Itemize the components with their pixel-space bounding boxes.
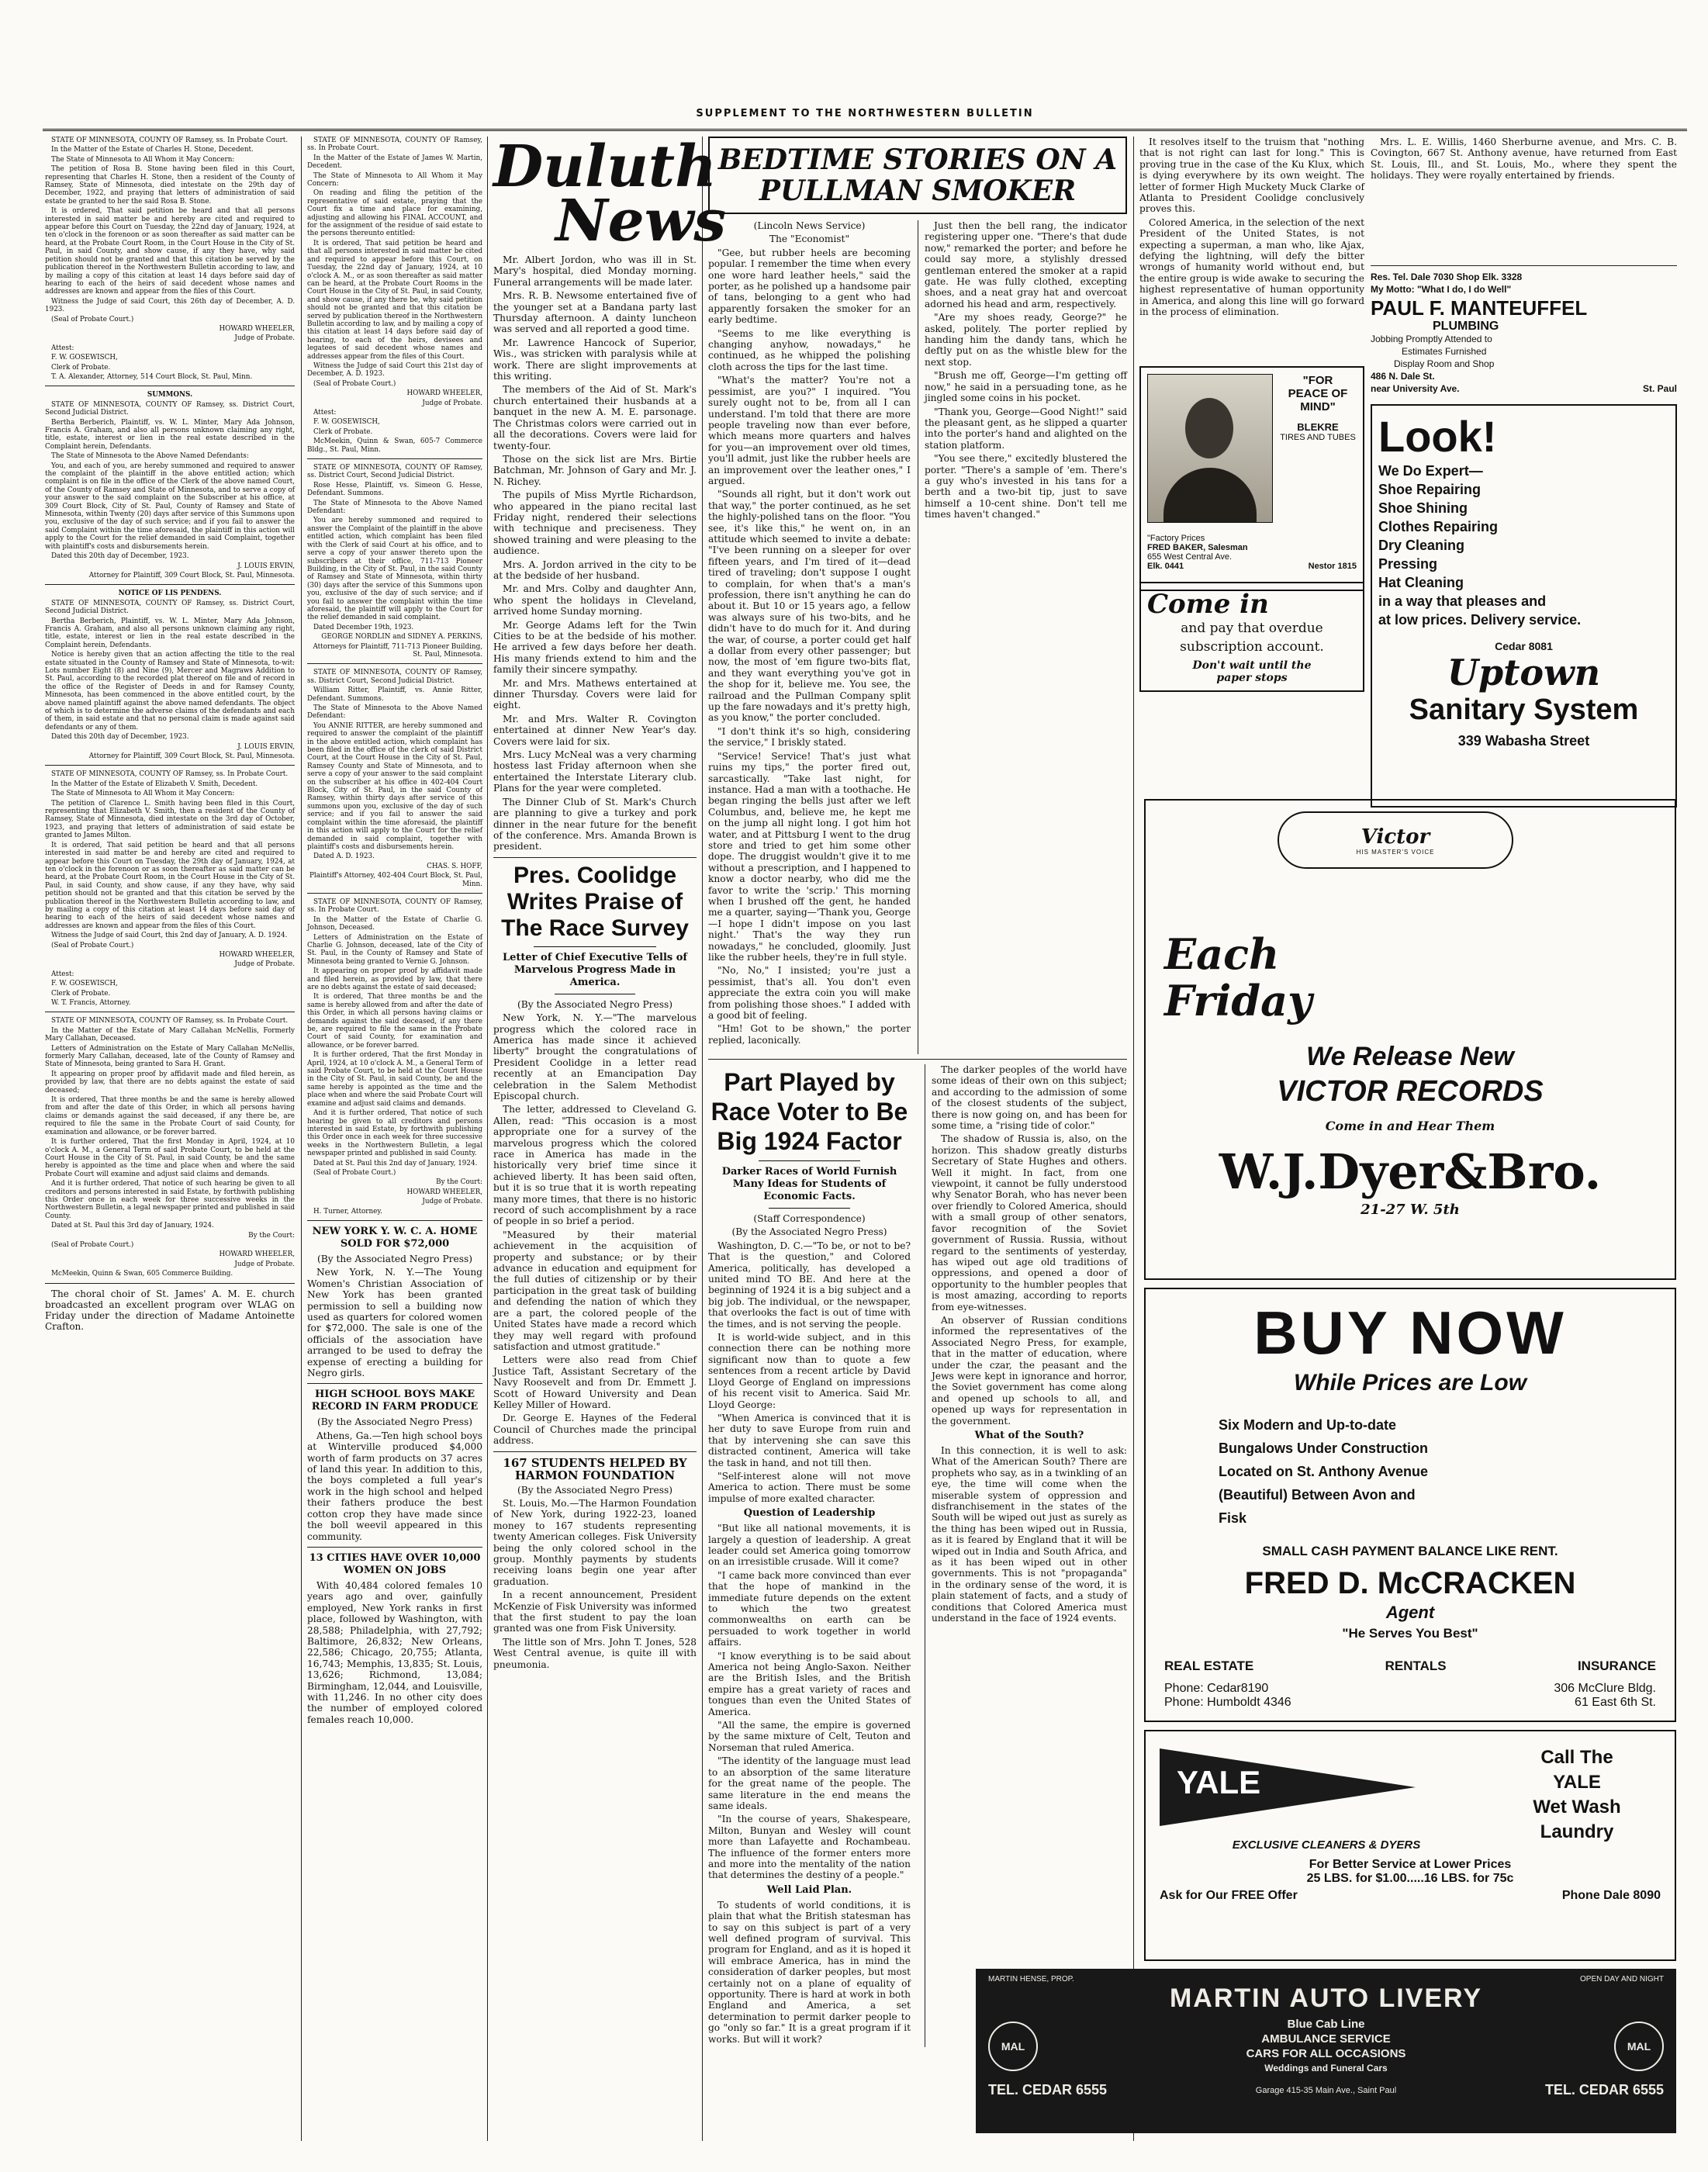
victor-records-ad: Victor HIS MASTER'S VOICE Each Friday We Release New VICTOR RECORDS Come in and Hear Them W.J.Dyer&Bro. 21-27 W. 5th [1144, 799, 1676, 1280]
column-rule [702, 137, 703, 2141]
race-voter-headline: Part Played by Race Voter to Be Big 1924 Factor [711, 1068, 908, 1155]
paragraph: Mr. George Adams left for the Twin Cities to be at the bedside of his mother. He arrived a few days before her death. His many friends extend to him and the family their sincere sympathy. [493, 619, 697, 676]
features-columns [708, 137, 1127, 2141]
paragraph: "No, No," I insisted; you're just a pessimist, that's all. You don't even appreciate the extra coin you will make from polishing those shoes." I added with a good bit of feeling. [708, 965, 911, 1022]
duluth-news-items [493, 254, 697, 853]
paragraph: "Seems to me like everything is changing anyhow, nowadays," he continued, as he whipped the polishing cloth across the tips for the last time. [708, 327, 911, 372]
probate-notice-stone: STATE OF MINNESOTA, COUNTY OF Ramsey, ss. In Probate Court. In the Matter of the Estate of Charles H. Stone, Decedent. The State of Minnesota to All Whom it May Concern: The petition of Rosa B. Stone having been filed in this Court, representing that Charles H. Stone, then a resident of the County of Ramsey, State of Minnesota, died intestate on the 29th day of December, 1922, and praying that letters of administration of said estate be granted to her the said Rosa B. Stone. It is ordered, That said petition be heard and that all persons interested in said matter be and hereby are cited and required to appear before this Court on Tuesday, the 22nd day of January, 1924, at ten o'clock in the forenoon or as soon thereafter as said matter can be heard, at the Probate Court Room, in the Court House in the City of St. Paul, in said County, and show cause, if any they have, why said petition should not be granted and that this citation be served by the publication thereof in the Northwestern Bulletin according to law, and by mailing a copy of this citation at least 14 days before said day of hearing to each of the heirs of said decedent whose names and addresses are known and appear from the files of this Court. Witness the Judge of said Court, this 26th day of December, A. D. 1923. (Seal of Probate Court.) HOWARD WHEELER, Judge of Probate. Attest: F. W. GOSEWISCH, Clerk of Probate. T. A. Alexander, Attorney, 514 Court Block, St. Paul, Minn. [45, 137, 295, 381]
paragraph: New York, N. Y.—"The marvelous progress which the colored race in America has made since it achieved liberty" brought the congratulations of President Coolidge in a letter read recently at an Emancipation Day celebration in the Salem Methodist Episcopal church. [493, 1012, 697, 1102]
duluth-news-column [493, 133, 727, 2141]
paragraph: Mr. Lawrence Hancock of Superior, Wis., was stricken with paralysis while at work. There are slight improvements at this writing. [493, 337, 697, 382]
summons-hesse: STATE OF MINNESOTA, COUNTY OF Ramsey, ss. District Court, Second Judicial District. Rose Hesse, Plaintiff, vs. Simeon G. Hesse, Defendant. Summons. The State of Minnesota to the Above Named Defendant: You are hereby summoned and required to answer the Complaint of the plaintiff in the above entitled action, which complaint has been filed with the Clerk of said Court at his office, and to serve a copy of your answer thereto upon the subscribers at their office, 711-713 Pioneer Building, in the City of St. Paul, in the said County of Ramsey and State of Minnesota, within thirty (30) days after the service of this Summons upon you, exclusive of the day of such service; and if you fail to answer the complaint within the time aforesaid, the plaintiff will apply to the Court for the relief demanded in said complaint. Dated December 19th, 1923. GEORGE NORDLIN and SIDNEY A. PERKINS, Attorneys for Plaintiff, 711-713 Pioneer Building, St. Paul, Minnesota. [307, 464, 482, 659]
victor-logo: Victor HIS MASTER'S VOICE [1278, 811, 1513, 869]
paragraph: "The identity of the language must lead to an absorption of the same literature for the great name of the people. The same literature in the end means the same ideals. [708, 1755, 911, 1811]
bedtime-stories-headline-box [708, 137, 1127, 214]
summons-berberich: SUMMONS. STATE OF MINNESOTA, COUNTY OF Ramsey, ss. District Court, Second Judicial District. Bertha Berberich, Plaintiff, vs. W. L. Minter, Mary Ada Johnson, Francis A. Graham, and also all persons unknown claiming any right, title, estate, interest or lien in the real estate described in the Complaint herein, Defendants. The State of Minnesota to the Above Named Defendants: You, and each of you, are hereby summoned and required to answer the complaint of the plaintiff in the above entitled action; which complaint is on file in the office of the Clerk of the above named Court, of the County of Ramsey and State of Minnesota, and to serve a copy of your answer to the said complaint on the Subscriber at his office, at 309 Court Block, City of St. Paul, County of Ramsey and State of Minnesota, within Twenty (20) days after service of this Summons upon you, exclusive of the day of such service; and if you fail to answer the said Complaint within the time aforesaid, the plaintiff in this action will apply to the Court for the relief demanded in said Complaint, together with plaintiff's costs and disbursements herein. Dated this 20th day of December, 1923. J. LOUIS ERVIN, Attorney for Plaintiff, 309 Court Block, St. Paul, Minnesota. [45, 391, 295, 579]
paragraph: "Are my shoes ready, George?" he asked, politely. The porter replied by handing him the dandy tans, which he deftly put on as the whistle blew for the next stop. [925, 312, 1127, 368]
divider [493, 1451, 697, 1452]
paragraph: The little son of Mrs. John T. Jones, 528 West Central avenue, is quite ill with pneumonia. [493, 1636, 697, 1670]
paragraph: Mrs. A. Jordon arrived in the city to be at the bedside of her husband. [493, 559, 697, 581]
column-rule [487, 137, 488, 2141]
paragraph: "I came back more convinced than ever that the hope of mankind in the immediate future depends on the extent to which the two greatest commonwealths on earth can be persuaded to work together in world affairs. [708, 1569, 911, 1648]
paragraph: An observer of Russian conditions informed the representatives of the Associated Negro Press, for example, that in the matter of education, where under the czar, the peasant and the Jews were kept in ignorance and horror, the Soviet government has come along and opened up schools to all, and opened up ways for representation in the government. [932, 1314, 1127, 1427]
article-coolidge: Pres. Coolidge Writes Praise of The Race Survey Letter of Chief Executive Tells of Marvelous Progress Made in America. (By the Associated Negro Press) New York, N. Y.—"The marvelous progress which the colored race in America has made since it achieved liberty" brought the congratulations of President Coolidge in a letter read recently at an Emancipation Day celebration in the Salem Methodist Episcopal church. The letter, addressed to Cleveland G. Allen, read: "This occasion is a most appropriate one for a survey of the marvelous progress which the colored race in America has made in the historically very brief time since it achieved liberty. It has been said often, but it is so true that it is worth repeating many more times, that there is no historic record of such accomplishment by a race of people in so brief a period. "Measured by their material achievement in the acquisition of property and substance; or by their advance in education and equipment for the full duties of citizenship or by their participation in the great task of building and defending the nation of which they are a part, the colored people of the United States have made a record which they may well regard with profound satisfaction and utmost gratitude." Letters were also read from Chief Justice Taft, Assistant Secretary of the Navy Roosevelt and from Dr. Emmett J. Scott of Howard University and Dean Kelley Miller of Howard. Dr. George E. Haynes of the Federal Council of Churches made the principal address. [493, 862, 697, 1447]
race-voter-col-a: Part Played by Race Voter to Be Big 1924 Factor Darker Races of World Furnish Many Ideas for Students of Economic Facts. (Staff Correspondence) (By the Associated Negro Press) Washington, D. C.—"To be, or not to be? That is the question," and Colored America, politically, has developed a united mind TO BE. And here at the beginning of 1924 it is a big subject and a big job. The individual, or the newspaper, that overlooks the fact is out of time with the times, and is not serving the people. It is world-wide subject, and in this connection there can be nothing more significant now than to quote a few sentences from a recent article by David Lloyd George of England on impressions of his recent visit to America. Said Mr. Lloyd George: "When America is convinced that it is her duty to save Europe from ruin and that by intervening she can save this distracted continent, America will take the task in hand, and not till then. "Self-interest alone will not move America to action. There must be some impulse of more exalted character. Question of Leadership "But like all national movements, it is largely a question of leadership. A great leader could set America going tomorrow on an irresistible crusade. Will it come? "I came back more convinced than ever that the hope of mankind in the immediate future depends on the extent to which the two greatest commonwealths on earth can be persuaded to work together in world affairs. "I know everything is to be said about America not being Anglo-Saxon. Neither are the British Isles, and the British empire has a great variety of races and tongues than even the United States of America. "All the same, the empire is governed by the same mixture of Celt, Teuton and Norseman that ruled America. "The identity of the language must lead to an absorption of the same literature for the great name of the people. The same literature in the end means the same ideals. "In the course of years, Shakespeare, Milton, Bunyan and Wesley will count more than Lafayette and Rochambeau. The influence of the former enters more and more into the mentality of the nation that determines the destiny of a people." Well Laid Plan. To students of world conditions, it is plain that what the British statesman has to say on this subject is part of a very well defined program of survival. This program for England, and as it is hoped it will embrace America, has in mind the consideration of darker peoples, but most certainly not on a plane of equality of opportunity. There is hard at work in both England and America, a set determination to permit darker people to go "only so far." It is a great program if it works. But will it work? [708, 1068, 911, 2045]
article-harmon: 167 STUDENTS HELPED BY HARMON FOUNDATION (By the Associated Negro Press) St. Louis, Mo.—The Harmon Foundation of New York, during 1922-23, loaned money to 167 students representing twenty American colleges. Fisk University being the only colored school in the group. Monthly payments by students receiving loans begin one year after graduation. In a recent announcement, President McKenzie of Fisk University was informed that the first student to pay the loan granted was one from Fisk University. The little son of Mrs. John T. Jones, 528 West Central avenue, is quite ill with pneumonia. [493, 1455, 697, 1670]
duluth-news-title: Duluth News [493, 133, 727, 254]
divider [307, 893, 482, 894]
paragraph: In this connection, it is well to ask: What of the American South? There are prophets who say, as in a twinkling of an eye, the time will come when the miserable system of oppression and disfranchisement in the states of the South will be wiped out just as surely as the thing has been wiped out in Russia, as it is feared by England that it will be wiped out in India and South Africa, and as it has been wiped out in other governments. This is not "propaganda" in the ordinary sense of the word, it is plain statement of facts, and a study of conditions that Colored America must understand in the face of 1924 events. [932, 1445, 1127, 1624]
divider [307, 1383, 482, 1384]
paragraph: "Brush me off, George—I'm getting off now," he said in a persuading tone, as he jingled some coins in his pocket. [925, 370, 1127, 404]
buy-now-real-estate-ad: BUY NOW While Prices are Low Six Modern and Up-to-date Bungalows Under Construction Located on St. Anthony Avenue (Beautiful) Between Avon and Fisk SMALL CASH PAYMENT BALANCE LIKE RENT. FRED D. McCRACKEN Agent "He Serves You Best" REAL ESTATE RENTALS INSURANCE Phone: Cedar8190 Phone: Humboldt 4346 306 McClure Bldg. 61 East 6th St. [1144, 1288, 1676, 1722]
divider [307, 1547, 482, 1548]
plumbing-ad: Res. Tel. Dale 7030 Shop Elk. 3328 My Motto: "What I do, I do Well" PAUL F. MANTEUFFEL PLUMBING Jobbing Promptly Attended to Estimates Furnished Display Room and Shop 486 N. Dale St. near University Ave. St. Paul [1371, 272, 1677, 394]
cities-headline: 13 CITIES HAVE OVER 10,000 WOMEN ON JOBS [309, 1551, 481, 1576]
paragraph: In a recent announcement, President McKenzie of Fisk University was informed that the first student to pay the loan granted was one from Fisk University. [493, 1589, 697, 1634]
supplement-header: SUPPLEMENT TO THE NORTHWESTERN BULLETIN [43, 99, 1687, 131]
legal-notices-column-2 [307, 137, 482, 2141]
divider [307, 663, 482, 664]
paragraph: "But like all national movements, it is largely a question of leadership. A great leader could set America going tomorrow on an irresistible crusade. Will it come? [708, 1523, 911, 1568]
paragraph: It resolves itself to the truism that "nothing that is not right can last for long." This is proving true in the case of the Ku Klux, which is dying everywhere by its own weight. The letter of former High Muckety Muck Clarke of Atlanta to President Coolidge conclusively proves this. [1139, 137, 1364, 215]
blekre-tires-ad: "FOR PEACE OF MIND" BLEKRE TIRES AND TUBES [1139, 366, 1364, 591]
column-rule [301, 137, 302, 2141]
paragraph: Mr. and Mrs. Walter R. Covington entertained at dinner New Year's day. Covers were laid for six. [493, 713, 697, 747]
legal-notices-column-1 [45, 137, 295, 2141]
race-voter-deck: Darker Races of World Furnish Many Ideas for Students of Economic Facts. [721, 1166, 897, 1202]
paragraph: "In the course of years, Shakespeare, Milton, Bunyan and Wesley will count more than Lafayette and Rochambeau. The influence of the former enters more and more into the mentality of the nation that determines the destiny of a people." [708, 1814, 911, 1881]
martin-emblem-icon: MAL [988, 2022, 1038, 2071]
coolidge-headline: Pres. Coolidge Writes Praise of The Race Survey [501, 862, 689, 941]
divider [708, 1059, 1127, 1060]
harmon-headline: 167 STUDENTS HELPED BY HARMON FOUNDATION [503, 1455, 687, 1482]
probate-notice-smith: STATE OF MINNESOTA, COUNTY OF Ramsey, ss. In Probate Court. In the Matter of the Estate of Elizabeth V. Smith, Decedent. The State of Minnesota to All Whom it May Concern: The petition of Clarence L. Smith having been filed in this Court, representing that Elizabeth V. Smith, then a resident of the County of Ramsey, State of Minnesota, died intestate on the 3rd day of October, 1923, and praying that letters of administration of said estate be granted to James Milton. It is ordered, That said petition be heard and that all persons interested in said matter be and hereby are cited and required to appear before this Court on Tuesday, the 29th day of January, 1924, at ten o'clock in the forenoon or as soon thereafter as said matter can be heard, at the Probate Court Room, in the Court House in the City of St. Paul, in said County, and show cause, if any they have, why said petition should not be granted and that this citation be served by the publication thereof in the Northwestern Bulletin according to law, and by mailing a copy of this citation at least 14 days before said day of hearing to each of the heirs of said decedent whose names and addresses are known and appear from the files of this Court. Witness the Judge of said Court, this 2nd day of January, A. D. 1924. (Seal of Probate Court.) HOWARD WHEELER, Judge of Probate. Attest: F. W. GOSEWISCH, Clerk of Probate. W. T. Francis, Attorney. [45, 770, 295, 1007]
paragraph: Dr. George E. Haynes of the Federal Council of Churches made the principal address. [493, 1413, 697, 1447]
paragraph: "Gee, but rubber heels are becoming popular. I remember the time when every one wore hard leather heels," said the porter, as he polished up a handsome pair of tans, belonging to a gent who had apparently forsaken the smoker for an early bedtime. [708, 247, 911, 326]
paragraph: "You see there," excitedly blustered the porter. "There's a sample of 'em. There's a guy who's invested in his tans for a berth and a two-bit tip, just to save himself a 10-cent shine. Don't tell me times haven't changed." [925, 453, 1127, 521]
ywca-headline: NEW YORK Y. W. C. A. HOME SOLD FOR $72,000 [312, 1225, 478, 1250]
paragraph: "I know everything is to be said about America not being Anglo-Saxon. Neither are the British Isles, and the British empire has a great variety of races and tongues than even the United States of America. [708, 1650, 911, 1717]
paragraph: The members of the Aid of St. Mark's church entertained their husbands at a banquet in the new A. M. E. parsonage. The Christmas colors were carried out in all the decorations. Covers were laid for twenty-four. [493, 384, 697, 451]
dyer-firm-logo: W.J.Dyer&Bro. [1219, 1143, 1602, 1200]
paragraph: It is world-wide subject, and in this connection there can be nothing more significant now than to quote a few sentences from a recent article by David Lloyd George of England on impressions of his recent visit to America. Said Mr. Lloyd George: [708, 1332, 911, 1410]
subscription-ad: Come in and pay that overdue subscription account. Don't wait until the paper stops [1139, 582, 1364, 692]
paragraph: The shadow of Russia is, also, on the horizon. This shadow greatly disturbs Secretary of State Hughes and others. Well it might. In fact, from one viewpoint, it cannot be fully understood why Senator Borah, who has never been over friendly to Colored America, should with a small group of other senators, favor recognition of the Soviet government of Russia. Russia, without regard to the sentiments of yesterday, has wiped out age old traditions of oppressions, and opened a door of opportunity to the humbler peoples that is most amazing, according to reports from eye-witnesses. [932, 1133, 1127, 1313]
blekre-footer: "Factory Prices FRED BAKER, Salesman 655 West Central Ave. Elk. 0441 Nestor 1815 [1147, 534, 1357, 571]
race-voter-end [1371, 137, 1677, 261]
paragraph: "All the same, the empire is governed by the same mixture of Celt, Teuton and Norseman that ruled America. [708, 1720, 911, 1753]
divider [1371, 265, 1677, 266]
martin-auto-livery-ad: MARTIN HENSE, PROP. OPEN DAY AND NIGHT MARTIN AUTO LIVERY MAL Blue Cab Line AMBULANCE SERVICE CARS FOR ALL OCCASIONS Weddings and Funeral Cars MAL TEL. CEDAR 6555 Garage 415-35 Main Ave., Saint Paul TEL. CEDAR 6555 [976, 1969, 1676, 2133]
race-voter-col-b: The darker peoples of the world have some ideas of their own on this subject; and according to the admission of some of the closest students of the subject, there is now going on, and has been for some time, a "rising tide of color." The shadow of Russia is, also, on the horizon. This shadow greatly disturbs Secretary of State Hughes and others. Well it might. In fact, from one viewpoint, it cannot be fully understood why Senator Borah, who has never been over friendly to Colored America, should with a small group of other senators, favor recognition of the Soviet government of Russia. Russia, without regard to the sentiments of yesterday, has wiped out age old traditions of oppressions, and opened a door of opportunity to the humbler peoples that is most amazing, according to reports from eye-witnesses. An observer of Russian conditions informed the representatives of the Associated Negro Press, for example, that in the matter of education, where under the czar, the peasant and the Jews were kept in ignorance and horror, the Soviet government has come along and opened up schools to all, and opened up ways for representation in the government. What of the South? In this connection, it is well to ask: What of the American South? There are prophets who say, as in a twinkling of an eye, the time will come when the miserable system of oppression and disfranchisement in the states of the South will be wiped out just as surely as the thing has been wiped out in Russia, as it is feared by England that it will be wiped out in India and South Africa, and as it has been wiped out in other governments. This is not "propaganda" in the ordinary sense of the word, it is plain statement of facts, and a study of conditions that Colored America must understand in the face of 1924 events. [925, 1064, 1127, 2047]
farm-headline: HIGH SCHOOL BOYS MAKE RECORD IN FARM PRODUCE [311, 1389, 479, 1413]
paragraph: To students of world conditions, it is plain that what the British statesman has to say on this subject is part of a very well defined program of survival. This program for England, and as it is hoped it will embrace America, has in mind the consideration of darker peoples, but most certainly not on a plane of equality of opportunity. There is hard at work in both England and America, a set determination to permit darker people to go "only so far." It is a great program if it works. But will it work? [708, 1899, 911, 2045]
divider [493, 857, 697, 858]
yale-pennant-logo: YALE [1160, 1741, 1493, 1834]
paragraph: Mr. and Mrs. Mathews entertained at dinner Thursday. Covers were laid for eight. [493, 677, 697, 711]
paragraph: The darker peoples of the world have some ideas of their own on this subject; and according to the admission of some of the closest students of the subject, there is now going on, and has been for some time, a "rising tide of color." [932, 1064, 1127, 1132]
summons-ritter: STATE OF MINNESOTA, COUNTY OF Ramsey, ss. District Court, Second Judicial District. William Ritter, Plaintiff, vs. Annie Ritter, Defendant. Summons. The State of Minnesota to the Above Named Defendant: You ANNIE RITTER, are hereby summoned and required to answer the complaint of the plaintiff in the above entitled action, which complaint has been filed in the office of the clerk of said District Court, at the Court House in the City of St. Paul, Ramsey County and State of Minnesota, and to serve a copy of your answer to the said complaint on the subscriber at his office in 402-404 Court Block, City of St. Paul, in the said County of Ramsey, within thirty days after service of this summons upon you, exclusive of the day of such service; and if you fail to answer the said complaint within the time aforesaid, the plaintiff in this action will apply to the Court for the relief demanded in said complaint, together with plaintiff's costs and disbursements herein. Dated A. D. 1923. CHAS. S. HOFF, Plaintiff's Attorney, 402-404 Court Block, St. Paul, Minn. [307, 669, 482, 888]
bedtime-story-body: (Lincoln News Service) The "Economist" "Gee, but rubber heels are becoming popular. I remember the time when every one wore hard leather heels," said the porter, as he polished up a handsome pair of tans, belonging to a gent who had apparently forsaken the smoker for an early bedtime. "Seems to me like everything is changing anyhow, nowadays," he continued, as he whipped the polishing cloth across the tips for the last time. "What's the matter? You're not a pessimist, are you?" I inquired. "You surely ought not to be, from all I can understand. I'm told that there are more people traveling now than ever before, which means more quarters and halves for you—an improvement over old times, you'll admit, just like the rubber heels are an improvement over the leather ones," I argued. "Sounds all right, but it don't work out that way," the porter continued, as he set the highly-polished tans on the floor. "You see, it's like this," he went on, in an attitude which seemed to invite a debate: "I've been running on a sleeper for over fifteen years, and I'm tired of it—dead tired of traveling; don't suppose I ought to complain, for when that's a man's profession, there isn't anything he can do about it. But 10 or 15 years ago, a fellow was always sure of his two-bits, and he didn't have to do much for it. And during the war, of course, a porter could get half a dollar from every other passenger; but now, the most of 'em figure two-bits flat, and they want everything you've got in the shop for it, believe me. You see, the railroad and the Pullman Company split up the fare nowadays and it's pretty high, as you know," the porter concluded. "I don't think it's so high, considering the service," I briskly stated. "Service! Service! That's just what ruins my tips," the porter fired out, sarcastically. "Take last night, for instance. Had a man with a toothache. He began ringing the bells just after we left Columbus, and, believe me, he kept me on the jump all night long. I got him hot water, and at Pittsburg I went to the drug store and tried to get him some other dope. The druggist wouldn't give it to me without a prescription, and I happened to know a doctor nearby, who did me the favor to write the 'scrip.' This morning when I brushed off the gent, he handed me a quarter, saying—'Thank you, George—I hope I didn't impose on you last night.' That's the way they run nowadays," he concluded, gloomily. Just like the rubber heels, they're in full style. "No, No," I insisted; you're just a pessimist, that's all. You don't even appreciate the extra coin you will make from polishing those shoes." I added with a good bit of feeling. "Hm! Got to be shown," the porter replied, laconically. Just then the bell rang, the indicator registering upper one. "There's that dude now," remarked the porter; and before he could say more, a stylishly dressed gentleman entered the smoker at a rapid gate. He was fully clothed, excepting shoes, and a neat gray hat and overcoat adorned his head and arm, respectively. "Are my shoes ready, George?" he asked, politely. The porter replied by handing him the dandy tans, which he deftly put on as the whistle blew for the next stop. "Brush me off, George—I'm getting off now," he said in a persuading tone, as he jingled some coins in his pocket. "Thank you, George—Good Night!" said the pleasant gent, as he slipped a quarter into the porter's hand and alighted on the station platform. "You see there," excitedly blustered the porter. "There's a sample of 'em. There's a guy who's invested in his tans for a berth and a two-bit tip, just to save himself a 10-cent shine. Don't tell me times haven't changed." [708, 220, 1127, 1046]
race-voter-continuation [1139, 137, 1364, 361]
paragraph: Mrs. R. B. Newsome entertained five of the younger set at a Bandana party last Thursday afternoon. A dainty luncheon was served and all reported a good time. [493, 290, 697, 335]
paragraph: "What's the matter? You're not a pessimist, are you?" I inquired. "You surely ought not to be, from all I can understand. I'm told that there are more people traveling now than ever before, which means more quarters and halves for you—an improvement over old times, you'll admit, just like the rubber heels are an improvement over the leather ones," I argued. [708, 375, 911, 486]
martin-emblem-icon: MAL [1614, 2022, 1664, 2071]
divider [45, 584, 295, 585]
paragraph: The letter, addressed to Cleveland G. Allen, read: "This occasion is a most appropriate one for a survey of the marvelous progress which the colored race in America has made in the historically very brief time since it achieved liberty. It has been said often, but it is so true that it is worth repeating many more times, that there is no historic record of such accomplishment by a race of people in so brief a period. [493, 1104, 697, 1227]
salesman-portrait [1147, 374, 1273, 523]
paragraph: Those on the sick list are Mrs. Birtie Batchman, Mr. Johnson of Gary and Mr. J. N. Richey. [493, 453, 697, 487]
probate-notice-martin: STATE OF MINNESOTA, COUNTY OF Ramsey, ss. In Probate Court. In the Matter of the Estate of James W. Martin, Decedent. The State of Minnesota to All Whom it May Concern: On reading and filing the petition of the representative of said estate, praying that the Court fix a time and place for examining, adjusting and allowing his FINAL ACCOUNT, and for the assignment of the residue of said estate to the persons thereunto entitled: It is ordered, That said petition be heard and that all persons interested in said matter be cited and required to appear before this Court, on Tuesday, the 22nd day of January, 1924, at 10 o'clock A. M., or as soon thereafter as said matter can be heard, at the Probate Court Rooms in the Court House in the City of St. Paul, in said County, and show cause, if any there be, why said petition should not be granted and that this citation be served by publication thereof in the Northwestern Bulletin according to law, and by mailing a copy of this citation at least 14 days before said day of hearing, to each of the heirs, devisees and legatees of said decedent whose names and addresses appear from the files of this Court. Witness the Judge of said Court this 21st day of December, A. D. 1923. (Seal of Probate Court.) HOWARD WHEELER, Judge of Probate. Attest: F. W. GOSEWISCH, Clerk of Probate. McMeekin, Quinn & Swan, 605-7 Commerce Bldg., St. Paul, Minn. [307, 137, 482, 454]
paragraph: The pupils of Miss Myrtle Richardson, who appeared in the piano recital last Friday night, rendered their selections with technique and preciseness. They showed training and were pleasing to the audience. [493, 489, 697, 557]
divider [307, 1220, 482, 1221]
paragraph: St. Louis, Mo.—The Harmon Foundation of New York, during 1922-23, loaned money to 167 students representing twenty American colleges. Fisk University being the only colored school in the group. Monthly payments by students receiving loans begin one year after graduation. [493, 1497, 697, 1587]
paragraph: Mr. and Mrs. Colby and daughter Ann, who spent the holidays in Cleveland, arrived home Sunday morning. [493, 583, 697, 617]
paragraph: Washington, D. C.—"To be, or not to be? That is the question," and Colored America, politically, has developed a united mind TO BE. And here at the beginning of 1924 it is a big subject and a big job. The individual, or the newspaper, that overlooks the fact is out of time with the times, and is not serving the people. [708, 1240, 911, 1330]
paragraph: "Measured by their material achievement in the acquisition of property and substance; or by their advance in education and equipment for the full duties of citizenship or by their participation in the great task of building and defending the nation of which they are a part, the colored people of the United States have made a record which they may well regard with profound satisfaction and utmost gratitude." [493, 1229, 697, 1352]
paragraph: The Dinner Club of St. Mark's Church are planning to give a turkey and pork dinner in the near future for the benefit of the conference. Mrs. Amanda Brown is president. [493, 796, 697, 853]
divider [45, 765, 295, 766]
paragraph: "I don't think it's so high, considering the service," I briskly stated. [708, 725, 911, 749]
paragraph: "When America is convinced that it is her duty to save Europe from ruin and that by intervening she can save this distracted continent, America will take the task in hand, and not till then. [708, 1412, 911, 1468]
bedtime-headline: BEDTIME STORIES ON A PULLMAN SMOKER [717, 144, 1118, 207]
paragraph: Mr. Albert Jordon, who was ill in St. Mary's hospital, died Monday morning. Funeral arrangements will be made later. [493, 254, 697, 288]
lis-pendens-notice: NOTICE OF LIS PENDENS. STATE OF MINNESOTA, COUNTY OF Ramsey, ss. District Court, Second Judicial District. Bertha Berberich, Plaintiff, vs. W. L. Minter, Mary Ada Johnson, Francis A. Graham, and also all persons unknown claiming any right, title, estate, interest or lien in the real estate described in the Complaint herein, Defendants. Notice is hereby given that an action affecting the title to the real estate situated in the County of Ramsey and State of Minnesota, to-wit: Lots number Eight (8) and Nine (9), Mercer and Magraws Addition to St. Paul, according to the recorded plat thereof on file and of record in the office of the Register of Deeds in and for Ramsey County, Minnesota, has been commenced in the above entitled court, by the above named plaintiff against the above named defendants. The object of which is to determine the adverse claims of the defendants and each of them, in said estate and that no personal claim is made against said defendants or any of them. Dated this 20th day of December, 1923. J. LOUIS ERVIN, Attorney for Plaintiff, 309 Court Block, St. Paul, Minnesota. [45, 590, 295, 761]
coolidge-deck: Letter of Chief Executive Tells of Marvelous Progress Made in America. [502, 951, 687, 988]
article-ywca: NEW YORK Y. W. C. A. HOME SOLD FOR $72,000 (By the Associated Negro Press) New York, N. Y.—The Young Women's Christian Association of New York has been granted permission to sell a building now used as quarters for colored women for $72,000. The sale is one of the officials of the association have arranged to be used to defray the expense of erecting a building for Negro girls. [307, 1225, 482, 1379]
paragraph: Colored America, in the selection of the next President of the United States, is not expecting a superman, a man who, like Ajax, defying the lightning, will defy the bitter wrongs of humanity world without end, but the entire group is wide awake to securing the highest representative of human opportunity in America, and along this line will go forward in the process of elimination. [1139, 216, 1364, 318]
divider [307, 458, 482, 459]
probate-notice-mcnellis: STATE OF MINNESOTA, COUNTY OF Ramsey, ss. In Probate Court. In the Matter of the Estate of Mary Callahan McNellis, Formerly Mary Callahan, Deceased. Letters of Administration on the Estate of Mary Callahan McNellis, formerly Mary Callahan, deceased, late of the County of Ramsey and State of Minnesota, being granted to Sara H. Grant. It appearing on proper proof by affidavit made and filed herein, as provided by law, that there are no debts against the estate of said deceased; It is ordered, That three months be and the same is hereby allowed from and after the date of this Order, in which all persons having claims or demands against the said deceased, if any there be, are required to file the same in the Probate Court of said County, for examination and allowance, or be forever barred. It is further ordered, That the first Monday in April, 1924, at 10 o'clock A. M., a General Term of said Probate Court, to be held at the Court House in the City of St. Paul, in said County, be and the same hereby is appointed as the time and place when and where the said Probate Court will examine and adjust said claims and demands. And it is further ordered, That notice of such hearing be given to all creditors and persons interested in said Estate, by forthwith publishing this Order once in each week for three successive weeks in the Northwestern Bulletin, a legal newspaper printed and published in said County. Dated at St. Paul this 3rd day of January, 1924. By the Court: (Seal of Probate Court.) HOWARD WHEELER, Judge of Probate. McMeekin, Quinn & Swan, 605 Commerce Building. [45, 1017, 295, 1278]
paragraph: Letters were also read from Chief Justice Taft, Assistant Secretary of the Navy Roosevelt and from Dr. Emmett J. Scott of Howard University and Dean Kelley Miller of Howard. [493, 1354, 697, 1410]
paragraph: Mrs. L. E. Willis, 1460 Sherburne avenue, and Mrs. C. B. Covington, 667 St. Anthony avenue, have returned from East St. Louis, Ill., and St. Louis, Mo., where they spent the holidays. They were royally entertained by friends. [1371, 137, 1677, 182]
choir-news: The choral choir of St. James' A. M. E. church broadcasted an excellent program over WLAG on Friday under the direction of Madame Antoinette Crafton. [45, 1288, 295, 1332]
probate-notice-johnson: STATE OF MINNESOTA, COUNTY OF Ramsey, ss. In Probate Court. In the Matter of the Estate of Charlie G. Johnson, Deceased. Letters of Administration on the Estate of Charlie G. Johnson, deceased, late of the City of St. Paul, in the County of Ramsey and State of Minnesota being granted to Vernie G. Johnson. It appearing on proper proof by affidavit made and filed herein, as provided by law, that there are no debts against the estate of said deceased; It is ordered, That three months be and the same is hereby allowed from and after the date of this Order, in which all persons having claims or demands against the said deceased, if any there be, are required to file the same in the Probate Court of said County, for examination and allowance, or be forever barred. It is further ordered, That the first Monday in April, 1924, at 10 o'clock A. M., a General Term of said Probate Court, to be held at the Court House in the City of St. Paul, in said County, be and the same hereby is appointed as the time and the place when and where the said Probate Court will examine and adjust said claims and demands. And it is further ordered, That notice of such hearing be given to all creditors and persons interested in said Estate, by forthwith publishing this Order once in each week for three successive weeks in the Northwestern Bulletin, a legal newspaper printed and published in said County. Dated at St. Paul this 2nd day of January, 1924. (Seal of Probate Court.) By the Court: HOWARD WHEELER, Judge of Probate. H. Turner, Attorney. [307, 898, 482, 1216]
article-farm-record: HIGH SCHOOL BOYS MAKE RECORD IN FARM PRODUCE (By the Associated Negro Press) Athens, Ga.—Ten high school boys at Winterville produced $4,000 worth of farm products on 37 acres of land this year. In addition to this, the boys completed a full year's work in the high school and helped their fathers produce the best cotton crop they have made since the boll weevil appeared in this community. [307, 1389, 482, 1542]
paragraph: "Self-interest alone will not move America to action. There must be some impulse of more exalted character. [708, 1470, 911, 1504]
paragraph: "Hm! Got to be shown," the porter replied, laconically. [708, 1023, 911, 1046]
race-voter-section [708, 1064, 1127, 2047]
paragraph: "Thank you, George—Good Night!" said the pleasant gent, as he slipped a quarter into the porter's hand and alighted on the station platform. [925, 406, 1127, 451]
paragraph: "Service! Service! That's just what ruins my tips," the porter fired out, sarcastically. "Take last night, for instance. Had a man with a toothache. He began ringing the bells just after we left Columbus, and, believe me, he kept me on the jump all night long. I got him hot water, and at Pittsburg I went to the drug store and tried to get him some other dope. The druggist wouldn't give it to me without a prescription, and I happened to know a doctor nearby, who did me the favor to write the 'scrip.' This morning when I brushed off the gent, he handed me a quarter, saying—'Thank you, George—I hope I didn't impose on you last night.' That's the way they run nowadays," he concluded, gloomily. Just like the rubber heels, they're in full style. [708, 750, 911, 963]
uptown-sanitary-ad: Look! We Do Expert— Shoe Repairing Shoe Shining Clothes Repairing Dry Cleaning Pressing Hat Cleaning in a way that pleases and at low prices. Delivery service. Cedar 8081 Uptown Sanitary System 339 Wabasha Street [1371, 404, 1677, 808]
paragraph: Mrs. Lucy McNeal was a very charming hostess last Friday afternoon when she entertained the Interstate Literary club. Plans for the year were completed. [493, 749, 697, 794]
paragraph: "Sounds all right, but it don't work out that way," the porter continued, as he set the highly-polished tans on the floor. "You see, it's like this," he went on, in an attitude which seemed to invite a debate: "I've been running on a sleeper for over fifteen years, and I'm tired of it—dead tired of traveling; don't suppose I ought to complain, for when that's a man's profession, there isn't anything he can do about it. But 10 or 15 years ago, a fellow was always sure of his two-bits, and he didn't have to do much for it. And during the war, of course, a porter could get half a dollar from every other passenger; but now, the most of 'em figure two-bits flat, and they want everything you've got in the shop for it, believe me. You see, the railroad and the Pullman Company split up the fare nowadays and it's pretty high, as you know," the porter concluded. [708, 489, 911, 724]
paragraph: Just then the bell rang, the indicator registering upper one. "There's that dude now," remarked the porter; and before he could say more, a stylishly dressed gentleman entered the smoker at a rapid gate. He was fully clothed, excepting shoes, and a neat gray hat and overcoat adorned his head and arm, respectively. [925, 220, 1127, 310]
column-rule [1133, 137, 1134, 2141]
yale-laundry-ad: YALE EXCLUSIVE CLEANERS & DYERS Call The YALE Wet Wash Laundry For Better Service at Lower Prices 25 LBS. for $1.00.....16 LBS. for 75c Ask for Our FREE Offer Phone Dale 8090 [1144, 1730, 1676, 1961]
divider [45, 1283, 295, 1284]
article-cities: 13 CITIES HAVE OVER 10,000 WOMEN ON JOBS With 40,484 colored females 10 years ago and over, gainfully employed, New York ranks in first place, followed by Washington, with 28,588; Philadelphia, with 27,792; Baltimore, 26,832; New Orleans, 22,586; Chicago, 20,755; Atlanta, 16,743; Memphis, 13,835; St. Louis, 13,626; Richmond, 13,084; Birmingham, 12,044, and Louisville, with 11,246. In no other city does the number of employed colored females reach 10,000. [307, 1551, 482, 1725]
